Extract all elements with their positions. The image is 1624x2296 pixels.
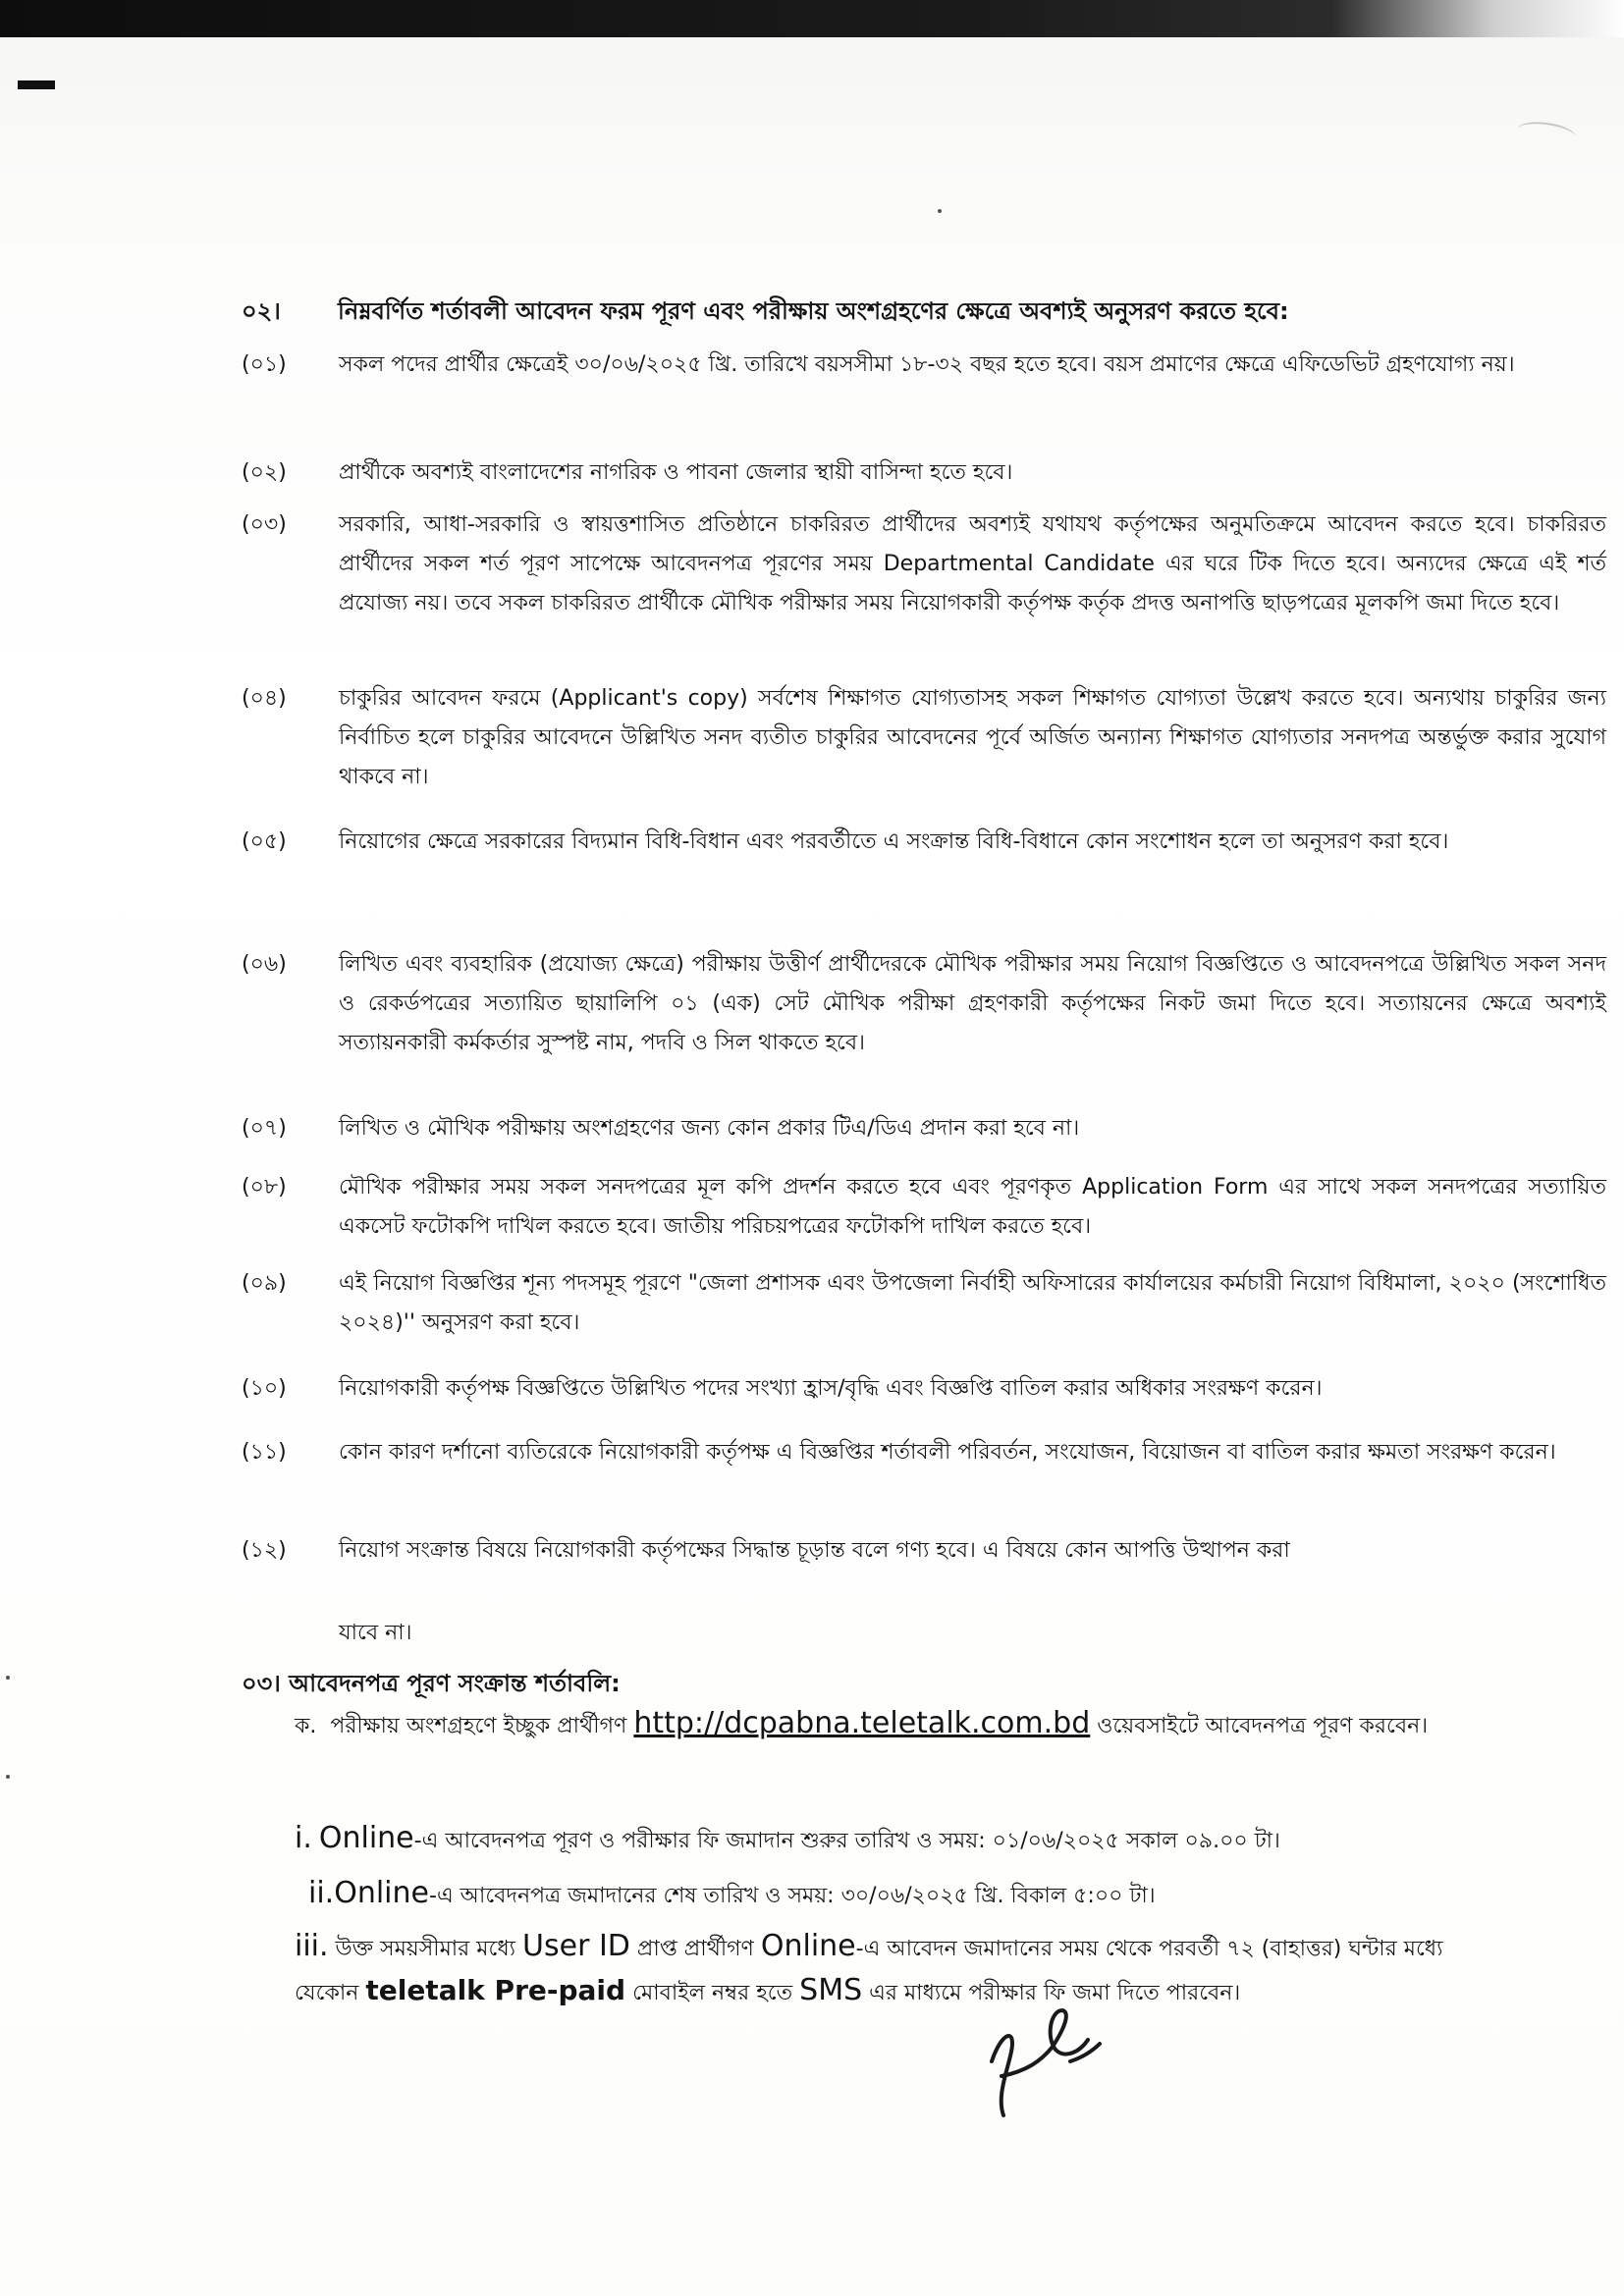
apply-instruction [295, 1703, 1512, 1747]
iii-text-a: উক্ত সময়সীমার মধ্যে [335, 1937, 516, 1961]
item-text: মৌখিক পরীক্ষার সময় সকল সনদপত্রের মূল কপি প্রদর্শন করতে হবে এবং পূরণকৃত Application Form এর সাথে সকল সনদপত্রের সত্যায়িত একসেট ফটোকপি দাখিল করতে হবে। জাতীয় পরিচয়পত্রের ফটোকপি দাখিল করতে হবে। [339, 1175, 1606, 1239]
item-number: (০২) [242, 460, 287, 485]
scan-artifact [1516, 119, 1577, 148]
item-number: (১১) [242, 1440, 287, 1465]
section-03-number: ০৩। [242, 1670, 281, 1697]
online-end-date [308, 1873, 1526, 1917]
iii-online: Online [760, 1929, 856, 1963]
item-number: (১২) [242, 1538, 287, 1563]
i-online: Online [318, 1821, 414, 1855]
ka-text-before: পরীক্ষায় অংশগ্রহণে ইচ্ছুক প্রার্থীগণ [330, 1714, 627, 1738]
i-label: i. [295, 1821, 312, 1855]
corner-mark [18, 80, 55, 89]
iii-text-d: মোবাইল নম্বর হতে [632, 1981, 793, 2005]
item-text: সকল পদের প্রার্থীর ক্ষেত্রেই ৩০/০৬/২০২৫ খ্রি. তারিখে বয়সসীমা ১৮-৩২ বছর হতে হবে। বয়স প্রমাণের ক্ষেত্রে এফিডেভিট গ্রহণযোগ্য নয়। [339, 352, 1515, 377]
item-number: (০৪) [242, 686, 287, 711]
item-text: চাকুরির আবেদন ফরমে (Applicant's copy) সর্বশেষ শিক্ষাগত যোগ্যতাসহ সকল শিক্ষাগত যোগ্যতা উল্লেখ করতে হবে। অন্যথায় চাকুরির জন্য নির্বাচিত হলে চাকুরির আবেদনে উল্লিখিত সনদ ব্যতীত চাকুরির আবেদনের পূর্বে অর্জিত অন্যান্য শিক্ষাগত যোগ্যতার সনদপত্র অন্তর্ভুক্ত করার সুযোগ থাকবে না। [339, 686, 1606, 789]
item-text: লিখিত ও মৌখিক পরীক্ষায় অংশগ্রহণের জন্য কোন প্রকার টিএ/ডিএ প্রদান করা হবে না। [339, 1116, 1080, 1141]
section-03-heading [242, 1667, 621, 1700]
scan-top-shadow [0, 0, 1624, 37]
scan-speck [6, 1676, 10, 1680]
iii-sms: SMS [799, 1973, 863, 2007]
signature [972, 1993, 1129, 2120]
ka-text-after: ওয়েবসাইটে আবেদনপত্র পূরণ করবেন। [1097, 1714, 1429, 1738]
ka-prefix: ক. [295, 1714, 317, 1738]
item-number: (০১) [242, 352, 287, 377]
application-website-link[interactable]: http://dcpabna.teletalk.com.bd [633, 1706, 1091, 1740]
iii-teletalk: teletalk Pre-paid [365, 1974, 626, 2006]
item-text: নিয়োগ সংক্রান্ত বিষয়ে নিয়োগকারী কর্তৃপক্ষের সিদ্ধান্ত চূড়ান্ত বলে গণ্য হবে। এ বিষয়ে কোন আপত্তি উত্থাপন করা [339, 1538, 1290, 1563]
ii-text: -এ আবেদনপত্র জমাদানের শেষ তারিখ ও সময়: ৩০/০৬/২০২৫ খ্রি. বিকাল ৫:০০ টা। [429, 1884, 1156, 1908]
iii-text-b: প্রাপ্ত প্রার্থীগণ [636, 1937, 754, 1961]
item-number: (০৩) [242, 512, 287, 537]
item-text: প্রার্থীকে অবশ্যই বাংলাদেশের নাগরিক ও পাবনা জেলার স্থায়ী বাসিন্দা হতে হবে। [339, 460, 1013, 485]
item-number: (০৬) [242, 952, 287, 977]
iii-user-id: User ID [522, 1929, 630, 1963]
section-03-title: আবেদনপত্র পূরণ সংক্রান্ত শর্তাবলি: [289, 1670, 621, 1697]
ii-online: Online [334, 1876, 429, 1910]
online-start-date [295, 1818, 1512, 1862]
item-number: (০৫) [242, 829, 287, 854]
iii-text-e: এর মাধ্যমে পরীক্ষার ফি জমা দিতে পারবেন। [869, 1981, 1241, 2005]
iii-label: iii. [295, 1929, 329, 1963]
section-02-number: ০২। [242, 297, 281, 325]
item-number: (০৭) [242, 1116, 287, 1141]
item-text: কোন কারণ দর্শানো ব্যতিরেকে নিয়োগকারী কর্তৃপক্ষ এ বিজ্ঞপ্তির শর্তাবলী পরিবর্তন, সংযোজন, বিয়োজন বা বাতিল করার ক্ষমতা সংরক্ষণ করেন। [339, 1440, 1556, 1465]
item-text: এই নিয়োগ বিজ্ঞপ্তির শূন্য পদসমূহ পূরণে "জেলা প্রশাসক এবং উপজেলা নির্বাহী অফিসারের কার্যালয়ের কর্মচারী নিয়োগ বিধিমালা, ২০২০ (সংশোধিত ২০২৪)'' অনুসরণ করা হবে। [339, 1271, 1606, 1335]
item-number: (০৮) [242, 1175, 287, 1200]
sms-fee-instruction [295, 1926, 1512, 2014]
item-number: (০৯) [242, 1271, 287, 1296]
item-text: নিয়োগের ক্ষেত্রে সরকারের বিদ্যমান বিধি-বিধান এবং পরবর্তীতে এ সংক্রান্ত বিধি-বিধানে কোন সংশোধন হলে তা অনুসরণ করা হবে। [339, 829, 1449, 854]
item-text: লিখিত এবং ব্যবহারিক (প্রযোজ্য ক্ষেত্রে) পরীক্ষায় উত্তীর্ণ প্রার্থীদেরকে মৌখিক পরীক্ষার সময় নিয়োগ বিজ্ঞপ্তিতে ও আবেদনপত্রে উল্লিখিত সকল সনদ ও রেকর্ডপত্রের সত্যায়িত ছায়ালিপি ০১ (এক) সেট মৌখিক পরীক্ষা গ্রহণকারী কর্তৃপক্ষের নিকট জমা দিতে হবে। সত্যায়নের ক্ষেত্রে অবশ্যই সত্যায়নকারী কর্মকর্তার সুস্পষ্ট নাম, পদবি ও সিল থাকতে হবে। [339, 952, 1606, 1055]
scan-speck [938, 209, 942, 213]
scan-speck [6, 1775, 10, 1779]
i-text: -এ আবেদনপত্র পূরণ ও পরীক্ষার ফি জমাদান শুরুর তারিখ ও সময়: ০১/০৬/২০২৫ সকাল ০৯.০০ টা। [413, 1829, 1280, 1853]
ii-label: ii. [308, 1876, 335, 1910]
iii-text-c: -এ আবেদন জমাদানের সময় থেকে পরবর্তী ৭২ (বাহাত্তর) ঘন্টার মধ্যে যেকোন [295, 1937, 1443, 2005]
section-02-title: নিম্নবর্ণিত শর্তাবলী আবেদন ফরম পূরণ এবং পরীক্ষায় অংশগ্রহণের ক্ষেত্রে অবশ্যই অনুসরণ করতে হবে: [338, 297, 1289, 325]
item-number: (১০) [242, 1376, 287, 1401]
section-02-heading [242, 294, 1289, 328]
item-text: নিয়োগকারী কর্তৃপক্ষ বিজ্ঞপ্তিতে উল্লিখিত পদের সংখ্যা হ্রাস/বৃদ্ধি এবং বিজ্ঞপ্তি বাতিল করার অধিকার সংরক্ষণ করেন। [339, 1376, 1323, 1401]
item-text: সরকারি, আধা-সরকারি ও স্বায়ত্তশাসিত প্রতিষ্ঠানে চাকরিরত প্রার্থীদের অবশ্যই যথাযথ কর্তৃপক্ষের অনুমতিক্রমে আবেদন করতে হবে। চাকরিরত প্রার্থীদের সকল শর্ত পূরণ সাপেক্ষে আবেদনপত্র পূরণের সময় Departmental Candidate এর ঘরে টিক দিতে হবে। অন্যদের ক্ষেত্রে এই শর্ত প্রযোজ্য নয়। তবে সকল চাকরিরত প্রার্থীকে মৌখিক পরীক্ষার সময় নিয়োগকারী কর্তৃপক্ষ কর্তৃক প্রদত্ত অনাপত্তি ছাড়পত্রের মূলকপি জমা দিতে হবে। [339, 512, 1606, 615]
item-text-continued: যাবে না। [339, 1621, 412, 1645]
